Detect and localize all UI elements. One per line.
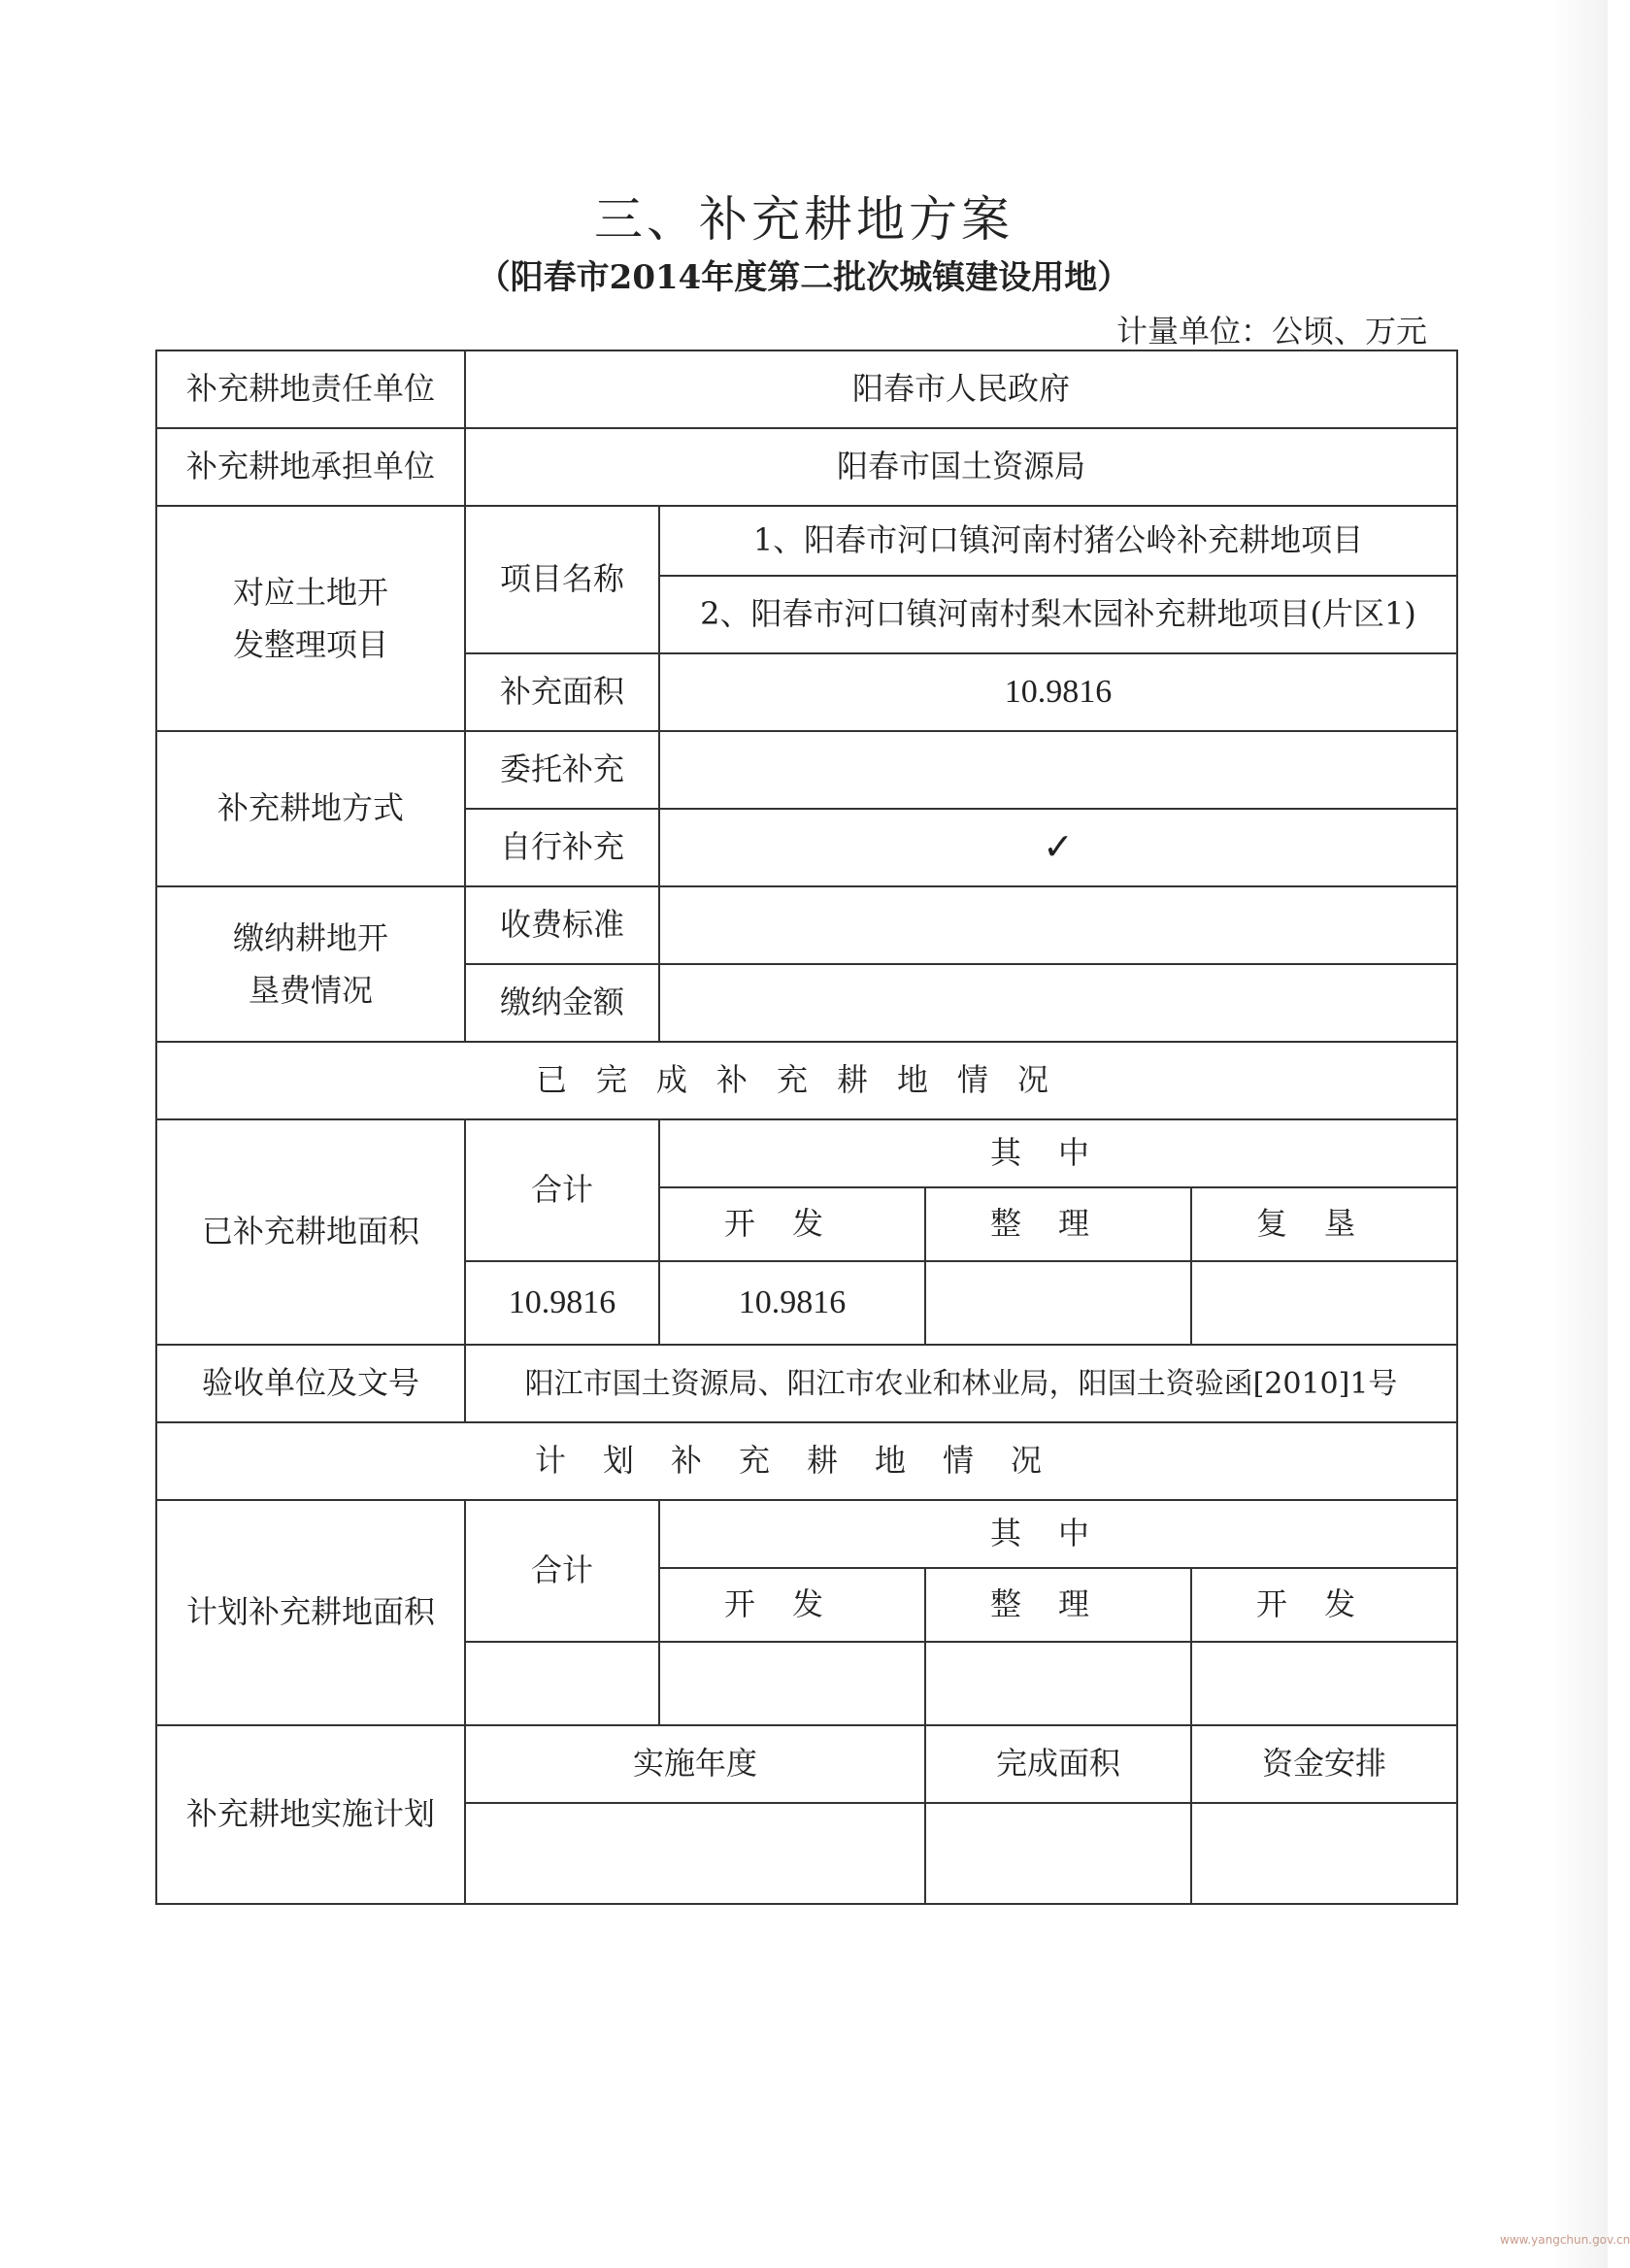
row-undertaking-unit	[156, 428, 1457, 506]
row-fee-standard	[156, 886, 1457, 964]
label-self: 自行补充	[465, 809, 659, 886]
label-planned-arrange: 整理	[925, 1568, 1191, 1642]
label-fee	[156, 886, 465, 1042]
label-planned-total: 合计	[465, 1500, 659, 1642]
row-project-1	[156, 506, 1457, 576]
row-responsible-unit	[156, 350, 1457, 428]
value-acceptance: 阳江市国土资源局、阳江市农业和林业局，阳国土资验函[2010]1号	[465, 1345, 1457, 1422]
label-responsible-unit: 补充耕地责任单位	[156, 350, 465, 428]
project-item-2: 2、阳春市河口镇河南村梨木园补充耕地项目(片区1)	[659, 576, 1457, 653]
label-undertaking-unit: 补充耕地承担单位	[156, 428, 465, 506]
label-implementation-year: 实施年度	[465, 1725, 925, 1803]
value-planned-total	[465, 1642, 659, 1725]
value-fee-standard	[659, 886, 1457, 964]
check-mark-icon: ✓	[659, 809, 1457, 886]
section-completed: 已完成补充耕地情况	[156, 1042, 1457, 1119]
row-completed-header	[156, 1042, 1457, 1119]
value-entrusted	[659, 731, 1457, 809]
section-planned: 计划补充耕地情况	[156, 1422, 1457, 1500]
label-implementation: 补充耕地实施计划	[156, 1725, 465, 1904]
value-planned-develop-2	[1191, 1642, 1457, 1725]
label-acceptance: 验收单位及文号	[156, 1345, 465, 1422]
value-implementation-year	[465, 1803, 925, 1904]
label-completed-total: 合计	[465, 1119, 659, 1261]
label-implementation-area: 完成面积	[925, 1725, 1191, 1803]
value-implementation-fund	[1191, 1803, 1457, 1904]
label-planned-develop: 开发	[659, 1568, 925, 1642]
value-completed-develop: 10.9816	[659, 1261, 925, 1345]
label-fee-standard: 收费标准	[465, 886, 659, 964]
row-planned-of-which	[156, 1500, 1457, 1568]
label-completed-reclaim: 复垦	[1191, 1187, 1457, 1261]
label-project-name: 项目名称	[465, 506, 659, 653]
row-implementation-header	[156, 1725, 1457, 1803]
farmland-plan-table	[155, 350, 1458, 1905]
label-entrusted: 委托补充	[465, 731, 659, 809]
row-method-entrusted	[156, 731, 1457, 809]
value-undertaking-unit: 阳春市国土资源局	[465, 428, 1457, 506]
value-implementation-area	[925, 1803, 1191, 1904]
label-completed-of-which: 其中	[659, 1119, 1457, 1187]
label-completed-area: 已补充耕地面积	[156, 1119, 465, 1345]
project-item-1: 1、阳春市河口镇河南村猪公岭补充耕地项目	[659, 506, 1457, 576]
label-fee-text: 缴纳耕地开垦费情况	[233, 918, 389, 1009]
value-responsible-unit: 阳春市人民政府	[465, 350, 1457, 428]
label-land-project-text: 对应土地开发整理项目	[232, 573, 388, 663]
value-completed-reclaim	[1191, 1261, 1457, 1345]
value-supplement-area: 10.9816	[659, 653, 1457, 731]
site-watermark: www.yangchun.gov.cn	[1500, 2233, 1630, 2247]
label-land-project	[156, 506, 465, 731]
row-acceptance	[156, 1345, 1457, 1422]
label-completed-arrange: 整理	[925, 1187, 1191, 1261]
label-supplement-area: 补充面积	[465, 653, 659, 731]
label-planned-of-which: 其中	[659, 1500, 1457, 1568]
row-planned-header	[156, 1422, 1457, 1500]
label-implementation-fund: 资金安排	[1191, 1725, 1457, 1803]
row-completed-of-which	[156, 1119, 1457, 1187]
value-completed-total: 10.9816	[465, 1261, 659, 1345]
label-completed-develop: 开发	[659, 1187, 925, 1261]
unit-note: 计量单位：公顷、万元	[1115, 313, 1427, 350]
label-planned-area: 计划补充耕地面积	[156, 1500, 465, 1725]
value-planned-arrange	[925, 1642, 1191, 1725]
page-edge-shadow	[1549, 0, 1608, 2268]
page-subtitle: （阳春市2014年度第二批次城镇建设用地）	[477, 258, 1131, 297]
value-fee-amount	[659, 964, 1457, 1042]
label-planned-develop-2: 开发	[1191, 1568, 1457, 1642]
value-completed-arrange	[925, 1261, 1191, 1345]
page-title: 三、补充耕地方案	[594, 191, 1014, 248]
label-fee-amount: 缴纳金额	[465, 964, 659, 1042]
label-method: 补充耕地方式	[156, 731, 465, 886]
value-planned-develop	[659, 1642, 925, 1725]
